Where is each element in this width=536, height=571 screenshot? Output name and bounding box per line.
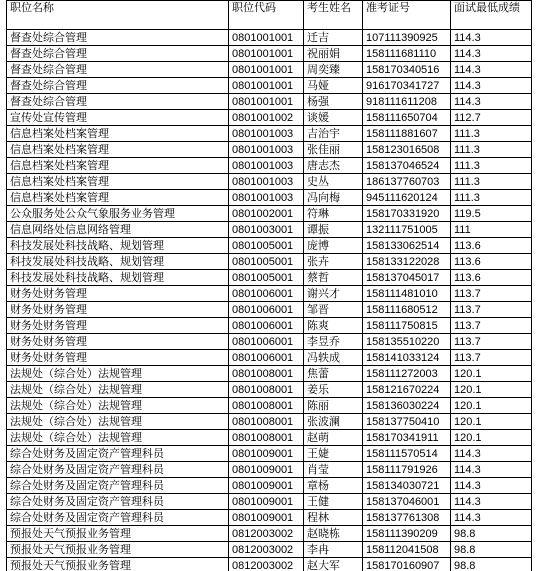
cell-position-name: 督查处综合管理 [7, 78, 229, 94]
table-row [7, 222, 532, 238]
cell-position-code: 0801006001 [229, 334, 304, 350]
cell-min-score: 120.1 [451, 414, 532, 430]
cell-admission-number: 107111390925 [363, 30, 451, 46]
cell-position-name: 信息网络处信息网络管理 [7, 222, 229, 238]
cell-position-name: 预报处天气预报业务管理 [7, 558, 229, 571]
cell-position-name: 科技发展处科技战略、规划管理 [7, 238, 229, 254]
header-row [7, 1, 532, 30]
cell-position-name: 法规处（综合处）法规管理 [7, 414, 229, 430]
cell-position-code: 0801001001 [229, 78, 304, 94]
cell-position-name: 综合处财务及固定资产管理科员 [7, 478, 229, 494]
cell-candidate-name: 赵晓栋 [304, 526, 363, 542]
cell-position-code: 0801001003 [229, 158, 304, 174]
cell-min-score: 113.7 [451, 350, 532, 366]
table-row [7, 430, 532, 446]
table-row [7, 270, 532, 286]
cell-candidate-name: 庞博 [304, 238, 363, 254]
cell-admission-number: 158111680512 [363, 302, 451, 318]
cell-min-score: 113.7 [451, 318, 532, 334]
cell-position-name: 法规处（综合处）法规管理 [7, 398, 229, 414]
cell-position-name: 督查处综合管理 [7, 46, 229, 62]
cell-position-name: 督查处综合管理 [7, 62, 229, 78]
cell-position-name: 综合处财务及固定资产管理科员 [7, 446, 229, 462]
cell-admission-number: 158111791926 [363, 462, 451, 478]
header-position-name: 职位名称 [7, 1, 229, 30]
cell-position-code: 0812003002 [229, 542, 304, 558]
cell-admission-number: 158111272003 [363, 366, 451, 382]
cell-position-code: 0801001001 [229, 94, 304, 110]
cell-min-score: 113.7 [451, 286, 532, 302]
cell-min-score: 114.3 [451, 46, 532, 62]
cell-position-name: 科技发展处科技战略、规划管理 [7, 270, 229, 286]
cell-candidate-name: 王健 [304, 494, 363, 510]
cell-position-code: 0801001001 [229, 46, 304, 62]
cell-position-code: 0801005001 [229, 238, 304, 254]
cell-min-score: 98.8 [451, 558, 532, 571]
results-table [6, 0, 532, 571]
cell-min-score: 114.3 [451, 462, 532, 478]
cell-candidate-name: 张波澜 [304, 414, 363, 430]
cell-position-name: 督查处综合管理 [7, 30, 229, 46]
cell-min-score: 111.3 [451, 174, 532, 190]
cell-position-code: 0801001003 [229, 142, 304, 158]
cell-position-code: 0801008001 [229, 430, 304, 446]
cell-min-score: 114.3 [451, 510, 532, 526]
table-row [7, 62, 532, 78]
cell-position-name: 综合处财务及固定资产管理科员 [7, 510, 229, 526]
cell-position-name: 法规处（综合处）法规管理 [7, 382, 229, 398]
cell-candidate-name: 章杨 [304, 478, 363, 494]
cell-min-score: 114.3 [451, 478, 532, 494]
table-row [7, 382, 532, 398]
cell-candidate-name: 焦蕾 [304, 366, 363, 382]
table-row [7, 510, 532, 526]
cell-candidate-name: 符琳 [304, 206, 363, 222]
cell-candidate-name: 谭振 [304, 222, 363, 238]
table-row [7, 318, 532, 334]
cell-position-code: 0801001003 [229, 126, 304, 142]
cell-position-code: 0801008001 [229, 414, 304, 430]
table-row [7, 478, 532, 494]
cell-admission-number: 945111620124 [363, 190, 451, 206]
header-admission-number: 准考证号 [363, 1, 451, 30]
cell-position-name: 督查处综合管理 [7, 94, 229, 110]
cell-candidate-name: 马娅 [304, 78, 363, 94]
table-row [7, 158, 532, 174]
cell-admission-number: 158111390209 [363, 526, 451, 542]
table-row [7, 142, 532, 158]
cell-position-code: 0801009001 [229, 462, 304, 478]
cell-min-score: 112.7 [451, 110, 532, 126]
cell-position-code: 0801002001 [229, 206, 304, 222]
table-body [7, 30, 532, 571]
cell-position-name: 综合处财务及固定资产管理科员 [7, 494, 229, 510]
cell-admission-number: 918111611208 [363, 94, 451, 110]
cell-position-name: 信息档案处档案管理 [7, 190, 229, 206]
cell-position-name: 财务处财务管理 [7, 286, 229, 302]
cell-position-name: 公众服务处公众气象服务业务管理 [7, 206, 229, 222]
cell-position-name: 科技发展处科技战略、规划管理 [7, 254, 229, 270]
cell-position-code: 0801001003 [229, 190, 304, 206]
cell-admission-number: 158121670224 [363, 382, 451, 398]
cell-position-code: 0801008001 [229, 382, 304, 398]
cell-min-score: 114.3 [451, 62, 532, 78]
table-row [7, 526, 532, 542]
cell-candidate-name: 赵大军 [304, 558, 363, 571]
cell-position-code: 0801003001 [229, 222, 304, 238]
table-row [7, 286, 532, 302]
cell-admission-number: 158170160907 [363, 558, 451, 571]
cell-candidate-name: 谈媛 [304, 110, 363, 126]
table-row [7, 30, 532, 46]
cell-candidate-name: 张佳丽 [304, 142, 363, 158]
cell-admission-number: 158137046001 [363, 494, 451, 510]
cell-position-code: 0801001003 [229, 174, 304, 190]
cell-admission-number: 158111681110 [363, 46, 451, 62]
cell-position-name: 财务处财务管理 [7, 334, 229, 350]
cell-admission-number: 158111481010 [363, 286, 451, 302]
table-row [7, 462, 532, 478]
table-row [7, 110, 532, 126]
cell-min-score: 114.3 [451, 494, 532, 510]
cell-position-name: 信息档案处档案管理 [7, 158, 229, 174]
cell-admission-number: 132111751005 [363, 222, 451, 238]
cell-min-score: 120.1 [451, 366, 532, 382]
cell-admission-number: 158137761308 [363, 510, 451, 526]
cell-admission-number: 158170331920 [363, 206, 451, 222]
cell-min-score: 111.3 [451, 158, 532, 174]
cell-min-score: 113.6 [451, 254, 532, 270]
cell-min-score: 111.3 [451, 126, 532, 142]
cell-min-score: 114.3 [451, 78, 532, 94]
table-row [7, 542, 532, 558]
table-row [7, 366, 532, 382]
table-row [7, 94, 532, 110]
header-position-code: 职位代码 [229, 1, 304, 30]
header-min-interview-score: 面试最低成绩 [451, 1, 532, 30]
cell-candidate-name: 蔡哲 [304, 270, 363, 286]
cell-admission-number: 158136030224 [363, 398, 451, 414]
cell-min-score: 113.6 [451, 270, 532, 286]
cell-admission-number: 158111750815 [363, 318, 451, 334]
cell-position-code: 0801006001 [229, 318, 304, 334]
cell-admission-number: 158170341911 [363, 430, 451, 446]
table-row [7, 494, 532, 510]
cell-position-code: 0801001001 [229, 62, 304, 78]
cell-min-score: 119.5 [451, 206, 532, 222]
cell-min-score: 120.1 [451, 398, 532, 414]
cell-min-score: 98.8 [451, 526, 532, 542]
cell-admission-number: 158170340516 [363, 62, 451, 78]
cell-position-name: 信息档案处档案管理 [7, 174, 229, 190]
cell-position-code: 0801006001 [229, 302, 304, 318]
cell-position-name: 信息档案处档案管理 [7, 142, 229, 158]
cell-candidate-name: 张卉 [304, 254, 363, 270]
cell-min-score: 120.1 [451, 430, 532, 446]
cell-position-code: 0801008001 [229, 398, 304, 414]
cell-position-code: 0801009001 [229, 478, 304, 494]
table-row [7, 46, 532, 62]
cell-min-score: 114.3 [451, 30, 532, 46]
cell-min-score: 120.1 [451, 382, 532, 398]
cell-candidate-name: 祝丽娟 [304, 46, 363, 62]
cell-candidate-name: 杨强 [304, 94, 363, 110]
cell-position-name: 法规处（综合处）法规管理 [7, 366, 229, 382]
cell-admission-number: 158123016508 [363, 142, 451, 158]
table-row [7, 254, 532, 270]
cell-position-code: 0801009001 [229, 446, 304, 462]
table-row [7, 238, 532, 254]
cell-admission-number: 186137760703 [363, 174, 451, 190]
cell-candidate-name: 王婕 [304, 446, 363, 462]
cell-candidate-name: 李昱乔 [304, 334, 363, 350]
cell-position-code: 0801006001 [229, 350, 304, 366]
cell-candidate-name: 史丛 [304, 174, 363, 190]
cell-admission-number: 158137046524 [363, 158, 451, 174]
cell-candidate-name: 迁吉 [304, 30, 363, 46]
cell-position-name: 财务处财务管理 [7, 318, 229, 334]
cell-admission-number: 158141033124 [363, 350, 451, 366]
cell-admission-number: 158137750410 [363, 414, 451, 430]
cell-candidate-name: 陈爽 [304, 318, 363, 334]
cell-position-code: 0812003002 [229, 558, 304, 571]
table-row [7, 78, 532, 94]
cell-min-score: 111.3 [451, 142, 532, 158]
cell-admission-number: 158135510220 [363, 334, 451, 350]
cell-position-code: 0801008001 [229, 366, 304, 382]
header-candidate-name: 考生姓名 [304, 1, 363, 30]
cell-min-score: 98.8 [451, 542, 532, 558]
cell-position-code: 0801005001 [229, 270, 304, 286]
cell-admission-number: 158137045017 [363, 270, 451, 286]
cell-candidate-name: 肖莹 [304, 462, 363, 478]
table-row [7, 334, 532, 350]
table-row [7, 190, 532, 206]
cell-admission-number: 158112041508 [363, 542, 451, 558]
table-row [7, 446, 532, 462]
table-row [7, 350, 532, 366]
cell-min-score: 111.3 [451, 190, 532, 206]
table-row [7, 414, 532, 430]
cell-candidate-name: 谢兴才 [304, 286, 363, 302]
cell-min-score: 114.3 [451, 94, 532, 110]
cell-position-code: 0801005001 [229, 254, 304, 270]
cell-candidate-name: 冯轶成 [304, 350, 363, 366]
cell-position-name: 信息档案处档案管理 [7, 126, 229, 142]
cell-position-code: 0801001002 [229, 110, 304, 126]
cell-position-name: 预报处天气预报业务管理 [7, 526, 229, 542]
cell-admission-number: 158133062514 [363, 238, 451, 254]
cell-position-code: 0801006001 [229, 286, 304, 302]
cell-position-code: 0801001001 [229, 30, 304, 46]
cell-candidate-name: 程林 [304, 510, 363, 526]
cell-candidate-name: 唐志杰 [304, 158, 363, 174]
cell-admission-number: 158111881607 [363, 126, 451, 142]
cell-position-name: 财务处财务管理 [7, 350, 229, 366]
table-row [7, 302, 532, 318]
table-row [7, 206, 532, 222]
cell-admission-number: 916170341727 [363, 78, 451, 94]
cell-position-name: 法规处（综合处）法规管理 [7, 430, 229, 446]
cell-min-score: 114.3 [451, 446, 532, 462]
cell-candidate-name: 陈丽 [304, 398, 363, 414]
cell-position-name: 预报处天气预报业务管理 [7, 542, 229, 558]
cell-admission-number: 158133122028 [363, 254, 451, 270]
cell-candidate-name: 赵萌 [304, 430, 363, 446]
cell-candidate-name: 李冉 [304, 542, 363, 558]
cell-admission-number: 158111650704 [363, 110, 451, 126]
cell-candidate-name: 周奕臻 [304, 62, 363, 78]
cell-min-score: 113.7 [451, 334, 532, 350]
cell-min-score: 111 [451, 222, 532, 238]
cell-candidate-name: 姜乐 [304, 382, 363, 398]
table-row [7, 174, 532, 190]
cell-candidate-name: 吉治宇 [304, 126, 363, 142]
table-row [7, 126, 532, 142]
cell-admission-number: 158111570514 [363, 446, 451, 462]
cell-position-name: 综合处财务及固定资产管理科员 [7, 462, 229, 478]
cell-admission-number: 158134030721 [363, 478, 451, 494]
cell-candidate-name: 邹晋 [304, 302, 363, 318]
cell-position-code: 0801009001 [229, 494, 304, 510]
table-row [7, 398, 532, 414]
cell-min-score: 113.6 [451, 238, 532, 254]
cell-position-code: 0812003002 [229, 526, 304, 542]
cell-position-name: 财务处财务管理 [7, 302, 229, 318]
cell-min-score: 113.7 [451, 302, 532, 318]
cell-candidate-name: 冯向梅 [304, 190, 363, 206]
table-row [7, 558, 532, 571]
cell-position-name: 宣传处宣传管理 [7, 110, 229, 126]
cell-position-code: 0801009001 [229, 510, 304, 526]
